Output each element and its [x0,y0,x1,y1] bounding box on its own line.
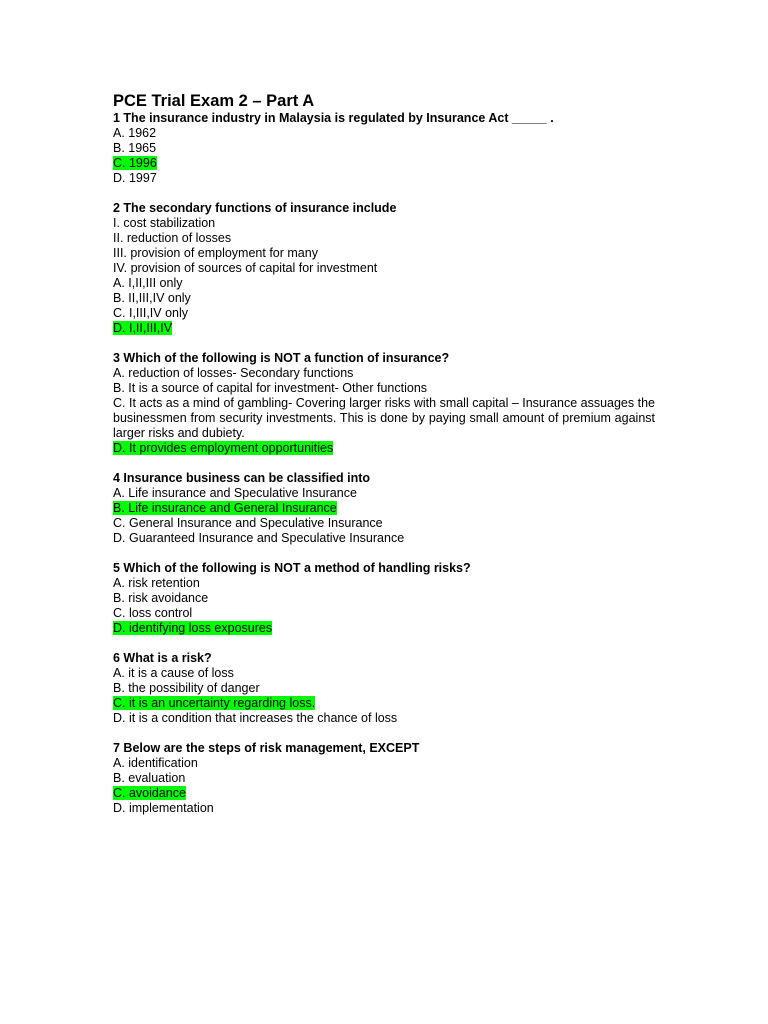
correct-answer-option [113,501,655,516]
answer-line [113,576,655,591]
answer-text: D. 1997 [113,171,157,185]
answer-line [113,246,655,261]
answer-text: A. I,II,III only [113,276,183,290]
answer-line [113,711,655,726]
answer-highlight: D. It provides employment opportunities [113,441,334,455]
answer-line [113,381,655,396]
answer-highlight: B. Life insurance and General Insurance [113,501,337,515]
page-title: PCE Trial Exam 2 – Part A [113,92,315,110]
answer-line [113,276,655,291]
answer-line [113,666,655,681]
answer-text: A. identification [113,756,198,770]
answer-text: B. II,III,IV only [113,291,191,305]
answer-line [113,306,655,321]
answer-line [113,126,655,141]
question-block [113,351,655,456]
question-block [113,651,655,726]
answer-highlight: C. avoidance [113,786,186,800]
answer-text: D. implementation [113,801,214,815]
answer-line [113,531,655,546]
answer-text: A. reduction of losses- Secondary functions [113,366,354,380]
answer-text: B. 1965 [113,141,157,155]
answer-text: D. Guaranteed Insurance and Speculative Insurance [113,531,405,545]
answer-highlight: D. I,II,III,IV [113,321,173,335]
answer-line [113,291,655,306]
answer-text: B. risk avoidance [113,591,209,605]
correct-answer-option [113,321,655,336]
answer-line [113,486,655,501]
question-block [113,471,655,546]
correct-answer-option [113,156,655,171]
question-block [113,741,655,816]
question-text: 6 What is a risk? [113,651,212,665]
answer-text: C. loss control [113,606,193,620]
answer-text: C. General Insurance and Speculative Insurance [113,516,383,530]
answer-text: A. 1962 [113,126,157,140]
answer-line [113,261,655,276]
question-block [113,111,655,186]
correct-answer-option [113,441,655,456]
answer-text: C. It acts as a mind of gambling- Covering larger risks with small capital – Insurance assuages the businessmen from security investments. This is done by paying small amount of premium against larger risks and dubiety. [113,396,655,440]
question-list [113,111,655,816]
correct-answer-option [113,786,655,801]
answer-text: II. reduction of losses [113,231,232,245]
answer-text: D. it is a condition that increases the chance of loss [113,711,398,725]
answer-text: B. evaluation [113,771,186,785]
answer-text: B. the possibility of danger [113,681,260,695]
answer-highlight: C. it is an uncertainty regarding loss. [113,696,316,710]
answer-highlight: D. identifying loss exposures [113,621,273,635]
answer-line [113,216,655,231]
answer-text: A. Life insurance and Speculative Insurance [113,486,357,500]
correct-answer-option [113,696,655,711]
question-text: 7 Below are the steps of risk management, EXCEPT [113,741,420,755]
question-block [113,561,655,636]
answer-line [113,366,655,381]
correct-answer-option [113,621,655,636]
answer-text: IV. provision of sources of capital for investment [113,261,378,275]
question-text: 4 Insurance business can be classified into [113,471,371,485]
answer-line [113,756,655,771]
answer-text: A. it is a cause of loss [113,666,234,680]
answer-line [113,141,655,156]
answer-text: C. I,III,IV only [113,306,189,320]
answer-line [113,801,655,816]
answer-line [113,231,655,246]
question-text: 1 The insurance industry in Malaysia is regulated by Insurance Act _____ . [113,111,554,125]
answer-text: B. It is a source of capital for investment- Other functions [113,381,428,395]
answer-text: A. risk retention [113,576,200,590]
answer-text: I. cost stabilization [113,216,216,230]
question-text: 2 The secondary functions of insurance include [113,201,397,215]
question-text: 3 Which of the following is NOT a function of insurance? [113,351,450,365]
answer-highlight: C. 1996 [113,156,157,170]
answer-line [113,171,655,186]
answer-line [113,771,655,786]
question-block [113,201,655,336]
answer-text: III. provision of employment for many [113,246,318,260]
answer-line [113,516,655,531]
answer-line [113,396,655,441]
answer-line [113,606,655,621]
question-text: 5 Which of the following is NOT a method of handling risks? [113,561,471,575]
answer-line [113,681,655,696]
answer-line [113,591,655,606]
